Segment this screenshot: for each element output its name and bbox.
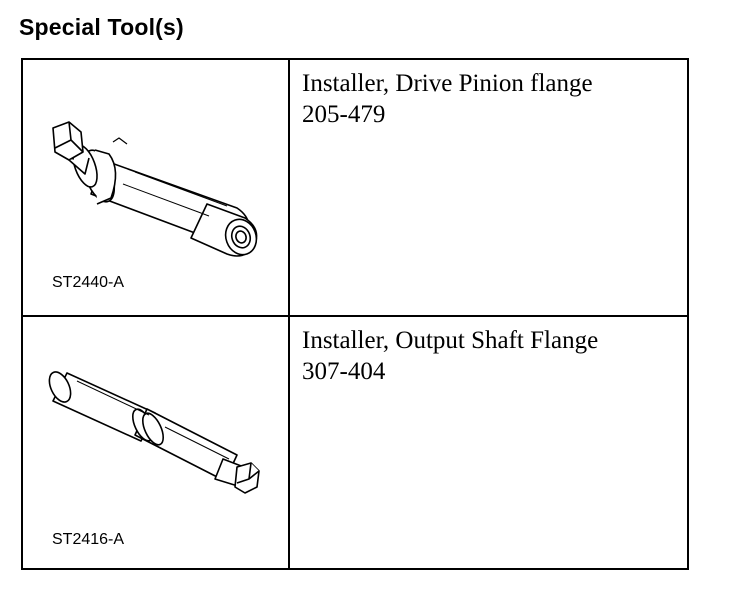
tool-illustration-cell xyxy=(23,317,290,570)
section-title: Special Tool(s) xyxy=(19,14,184,40)
tool-description-cell xyxy=(290,60,687,315)
tool-number: 307-404 xyxy=(302,358,386,385)
special-tools-table xyxy=(21,58,689,570)
tool-description-cell xyxy=(290,317,687,570)
tool-name: Installer, Output Shaft Flange xyxy=(302,327,599,354)
tool-row xyxy=(23,60,687,315)
tool-row xyxy=(23,315,687,570)
tool-illustration-cell xyxy=(23,60,290,315)
tool-number: 205-479 xyxy=(302,101,386,128)
tool-code: ST2440-A xyxy=(52,274,125,291)
tool-code: ST2416-A xyxy=(52,531,125,548)
tool-name: Installer, Drive Pinion flange xyxy=(302,70,593,97)
